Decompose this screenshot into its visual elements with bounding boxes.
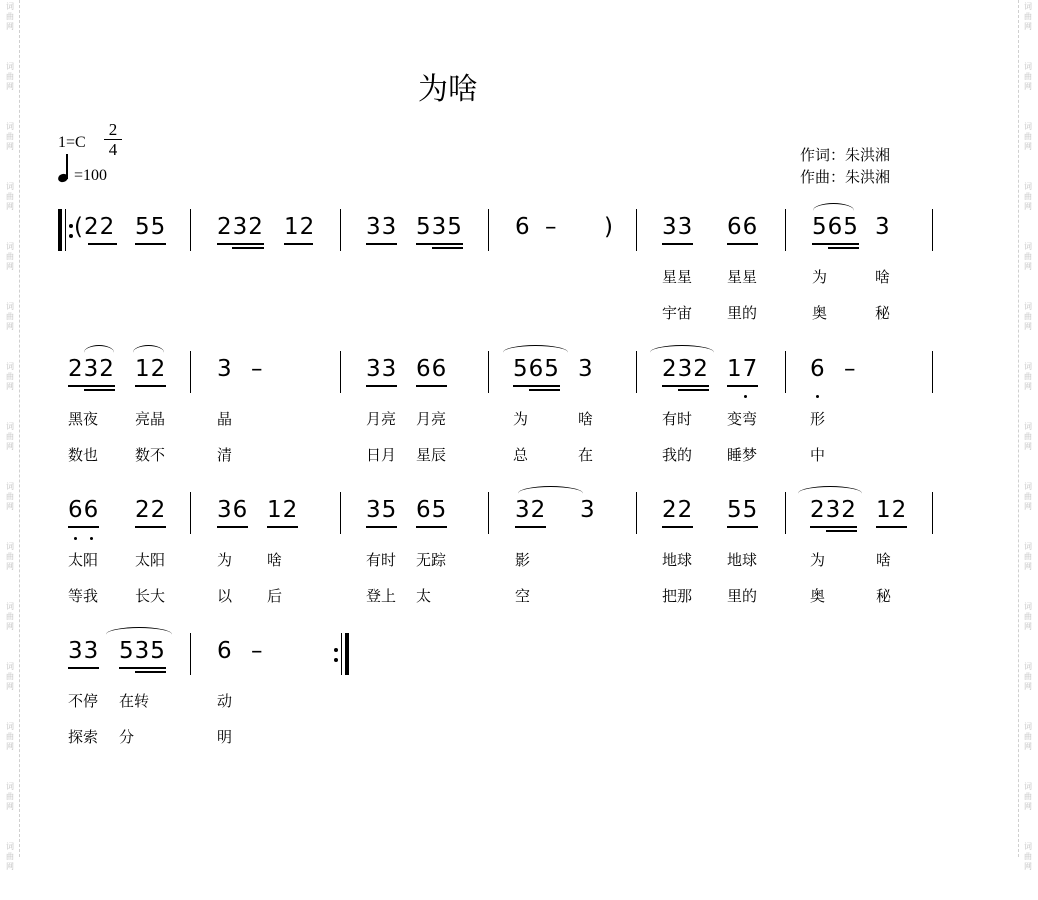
watermark-char: 网	[6, 22, 14, 31]
watermark-char: 网	[6, 382, 14, 391]
note-group: 33	[366, 214, 398, 240]
lyric-word: 黑夜	[68, 410, 99, 428]
note-group: 6	[217, 638, 233, 664]
watermark-char: 曲	[6, 312, 14, 321]
note-group: 55	[727, 497, 759, 523]
lyric-word: 啥	[267, 551, 283, 569]
lyric-word: 星星	[662, 268, 693, 286]
lyric-word: 清	[217, 446, 233, 464]
note-group: 6	[515, 214, 531, 240]
lyric-word: 为	[513, 410, 529, 428]
lyric-word: 奥	[810, 587, 826, 605]
watermark-char: 曲	[6, 132, 14, 141]
note-group: 36	[217, 497, 249, 523]
lyric-word: 啥	[578, 410, 594, 428]
note-group: 232	[217, 214, 264, 240]
watermark-char: 词	[6, 722, 14, 731]
watermark-group	[1, 840, 19, 900]
note-group: 232	[68, 356, 115, 382]
note-group: 55	[135, 214, 167, 240]
time-signature-bottom: 4	[108, 140, 118, 159]
lyrics-verse-2	[0, 488, 1038, 618]
watermark-char: 词	[6, 842, 14, 851]
watermark-char: 词	[1024, 242, 1032, 251]
lyric-word: 日月	[366, 446, 397, 464]
lyric-word: 以	[217, 587, 233, 605]
lyric-word: 太阳	[135, 551, 166, 569]
note-group: 33	[68, 638, 100, 664]
lyric-word: 奥	[812, 304, 828, 322]
note-group: 33	[366, 356, 398, 382]
watermark-char: 网	[6, 862, 14, 871]
lyric-word: 后	[267, 587, 283, 605]
lyric-word: 不停	[68, 692, 99, 710]
note-group: –	[251, 638, 264, 664]
watermark-char: 网	[6, 322, 14, 331]
lyric-word: 分	[119, 728, 135, 746]
note-group: 3	[217, 356, 233, 382]
lyric-word: 我的	[662, 446, 693, 464]
watermark-char: 网	[6, 742, 14, 751]
lyrics-verse-2	[0, 629, 1038, 759]
watermark-char: 网	[1024, 82, 1032, 91]
lyric-word: 把那	[662, 587, 693, 605]
watermark-char: 网	[6, 202, 14, 211]
lyric-word: 睡梦	[727, 446, 758, 464]
watermark-char: 曲	[6, 552, 14, 561]
watermark-char: 词	[6, 662, 14, 671]
score-row-2	[0, 347, 1038, 477]
lyric-word: 在转	[119, 692, 150, 710]
lyric-word: 里的	[727, 304, 758, 322]
watermark-char: 词	[1024, 842, 1032, 851]
watermark-char: 网	[6, 82, 14, 91]
note-group: 12	[876, 497, 908, 523]
note-group: 66	[727, 214, 759, 240]
note-group: 12	[284, 214, 316, 240]
watermark-char: 网	[6, 442, 14, 451]
lyric-word: 为	[812, 268, 828, 286]
watermark-char: 网	[6, 142, 14, 151]
watermark-char: 词	[1024, 542, 1032, 551]
watermark-char: 词	[1024, 782, 1032, 791]
time-signature-top: 2	[104, 120, 122, 140]
lyric-word: 长大	[135, 587, 166, 605]
watermark-char: 曲	[6, 432, 14, 441]
lyric-word: 为	[217, 551, 233, 569]
note-group: 12	[135, 356, 167, 382]
note-group: 3	[580, 497, 596, 523]
watermark-group	[1019, 0, 1037, 60]
lyricist: 作词：朱洪湘	[800, 146, 891, 164]
watermark-char: 词	[1024, 722, 1032, 731]
watermark-char: 词	[6, 242, 14, 251]
watermark-char: 词	[6, 62, 14, 71]
lyric-word: 有时	[662, 410, 693, 428]
note-group: 6	[810, 356, 826, 382]
watermark-char: 曲	[1024, 192, 1032, 201]
lyric-word: 总	[513, 446, 529, 464]
watermark-char: 词	[1024, 62, 1032, 71]
lyric-word: 里的	[727, 587, 758, 605]
watermark-group	[1019, 120, 1037, 180]
watermark-char: 曲	[1024, 432, 1032, 441]
watermark-char: 词	[6, 122, 14, 131]
watermark-char: 曲	[6, 852, 14, 861]
watermark-char: 曲	[6, 252, 14, 261]
watermark-char: 网	[6, 622, 14, 631]
note-group: –	[251, 356, 264, 382]
watermark-char: 曲	[1024, 612, 1032, 621]
lyric-word: 明	[217, 728, 233, 746]
lyric-word: 为	[810, 551, 826, 569]
watermark-char: 网	[1024, 22, 1032, 31]
watermark-char: 网	[6, 682, 14, 691]
watermark-char: 曲	[6, 612, 14, 621]
watermark-char: 词	[1024, 182, 1032, 191]
watermark-char: 曲	[1024, 732, 1032, 741]
score-row-3	[0, 488, 1038, 618]
watermark-char: 词	[1024, 662, 1032, 671]
lyric-word: 中	[810, 446, 826, 464]
watermark-char: 网	[6, 562, 14, 571]
song-title: 为啥	[418, 72, 478, 107]
note-group: 565	[513, 356, 560, 382]
watermark-char: 曲	[6, 492, 14, 501]
lyric-word: 登上	[366, 587, 397, 605]
lyric-word: 月亮	[366, 410, 397, 428]
watermark-char: 曲	[1024, 372, 1032, 381]
lyric-word: 太	[416, 587, 432, 605]
lyric-word: 啥	[876, 551, 892, 569]
lyric-word: 星辰	[416, 446, 447, 464]
lyric-word: 等我	[68, 587, 99, 605]
lyric-word: 变弯	[727, 410, 758, 428]
note-group: )	[604, 214, 614, 240]
credits	[800, 144, 890, 188]
lyrics-verse-2	[0, 347, 1038, 477]
note-group: 232	[810, 497, 857, 523]
lyric-word: 有时	[366, 551, 397, 569]
note-group: 65	[416, 497, 448, 523]
watermark-char: 曲	[1024, 492, 1032, 501]
watermark-char: 网	[1024, 142, 1032, 151]
score-row-1	[0, 205, 1038, 335]
watermark-char: 词	[1024, 302, 1032, 311]
watermark-char: 曲	[1024, 12, 1032, 21]
watermark-char: 曲	[6, 732, 14, 741]
lyric-word: 探索	[68, 728, 99, 746]
lyric-word: 数也	[68, 446, 99, 464]
watermark-char: 曲	[6, 12, 14, 21]
watermark-char: 曲	[1024, 72, 1032, 81]
lyric-word: 地球	[662, 551, 693, 569]
note-group: 3	[578, 356, 594, 382]
note-group: 232	[662, 356, 709, 382]
note-group: 17	[727, 356, 759, 382]
watermark-char: 词	[6, 362, 14, 371]
watermark-char: 词	[1024, 482, 1032, 491]
lyrics-verse-2	[0, 205, 1038, 335]
watermark-group	[1, 120, 19, 180]
watermark-char: 曲	[6, 672, 14, 681]
lyric-word: 秘	[875, 304, 891, 322]
watermark-char: 词	[6, 782, 14, 791]
watermark-char: 词	[6, 542, 14, 551]
key-signature: 1=C	[58, 134, 86, 151]
watermark-char: 词	[1024, 122, 1032, 131]
note-group: 12	[267, 497, 299, 523]
note-group: 565	[812, 214, 859, 240]
watermark-char: 曲	[1024, 672, 1032, 681]
watermark-char: 词	[6, 422, 14, 431]
watermark-char: 曲	[6, 792, 14, 801]
watermark-group	[1019, 840, 1037, 900]
watermark-char: 词	[6, 302, 14, 311]
note-group: 22	[662, 497, 694, 523]
watermark-char: 词	[1024, 362, 1032, 371]
watermark-char: 网	[1024, 502, 1032, 511]
lyric-word: 宇宙	[662, 304, 693, 322]
watermark-char: 曲	[1024, 552, 1032, 561]
watermark-char: 网	[1024, 622, 1032, 631]
note-group: 66	[68, 497, 100, 523]
watermark-char: 网	[6, 502, 14, 511]
watermark-char: 曲	[6, 372, 14, 381]
watermark-char: 网	[1024, 562, 1032, 571]
watermark-char: 曲	[1024, 252, 1032, 261]
watermark-char: 网	[6, 802, 14, 811]
watermark-char: 词	[1024, 602, 1032, 611]
note-group: 535	[416, 214, 463, 240]
composer: 作曲：朱洪湘	[800, 168, 891, 186]
lyric-word: 形	[810, 410, 826, 428]
watermark-group	[1019, 60, 1037, 120]
watermark-group	[1019, 780, 1037, 840]
watermark-char: 网	[1024, 682, 1032, 691]
watermark-char: 网	[1024, 202, 1032, 211]
lyric-word: 影	[515, 551, 531, 569]
watermark-char: 网	[1024, 262, 1032, 271]
watermark-char: 词	[1024, 422, 1032, 431]
watermark-char: 词	[6, 182, 14, 191]
tempo-marking	[58, 152, 148, 188]
lyric-word: 晶	[217, 410, 233, 428]
watermark-char: 词	[6, 482, 14, 491]
watermark-char: 词	[6, 602, 14, 611]
lyric-word: 动	[217, 692, 233, 710]
watermark-char: 网	[1024, 862, 1032, 871]
watermark-char: 词	[6, 2, 14, 11]
watermark-group	[1, 780, 19, 840]
lyric-word: 地球	[727, 551, 758, 569]
lyric-word: 亮晶	[135, 410, 166, 428]
note-group: 66	[416, 356, 448, 382]
note-group: 535	[119, 638, 166, 664]
note-group: 22	[135, 497, 167, 523]
note-group: 33	[662, 214, 694, 240]
watermark-char: 网	[6, 262, 14, 271]
note-group: 32	[515, 497, 547, 523]
lyric-word: 空	[515, 587, 531, 605]
note-group: 3	[875, 214, 891, 240]
watermark-group	[1, 60, 19, 120]
watermark-char: 网	[1024, 442, 1032, 451]
watermark-char: 网	[1024, 322, 1032, 331]
note-group: –	[844, 356, 857, 382]
watermark-group	[1, 0, 19, 60]
note-group: –	[545, 214, 558, 240]
lyric-word: 在	[578, 446, 594, 464]
lyric-word: 啥	[875, 268, 891, 286]
watermark-char: 网	[1024, 802, 1032, 811]
watermark-char: 曲	[1024, 852, 1032, 861]
watermark-char: 曲	[1024, 132, 1032, 141]
watermark-char: 曲	[6, 192, 14, 201]
watermark-char: 曲	[1024, 792, 1032, 801]
watermark-char: 网	[1024, 382, 1032, 391]
watermark-char: 曲	[6, 72, 14, 81]
watermark-char: 曲	[1024, 312, 1032, 321]
note-group: (22	[74, 214, 116, 240]
lyric-word: 数不	[135, 446, 166, 464]
lyric-word: 星星	[727, 268, 758, 286]
watermark-char: 网	[1024, 742, 1032, 751]
tempo-value: =100	[74, 167, 108, 184]
note-group: 35	[366, 497, 398, 523]
lyric-word: 秘	[876, 587, 892, 605]
watermark-char: 词	[1024, 2, 1032, 11]
lyric-word: 无踪	[416, 551, 447, 569]
lyric-word: 太阳	[68, 551, 99, 569]
lyric-word: 月亮	[416, 410, 447, 428]
score-row-4	[0, 629, 1038, 759]
